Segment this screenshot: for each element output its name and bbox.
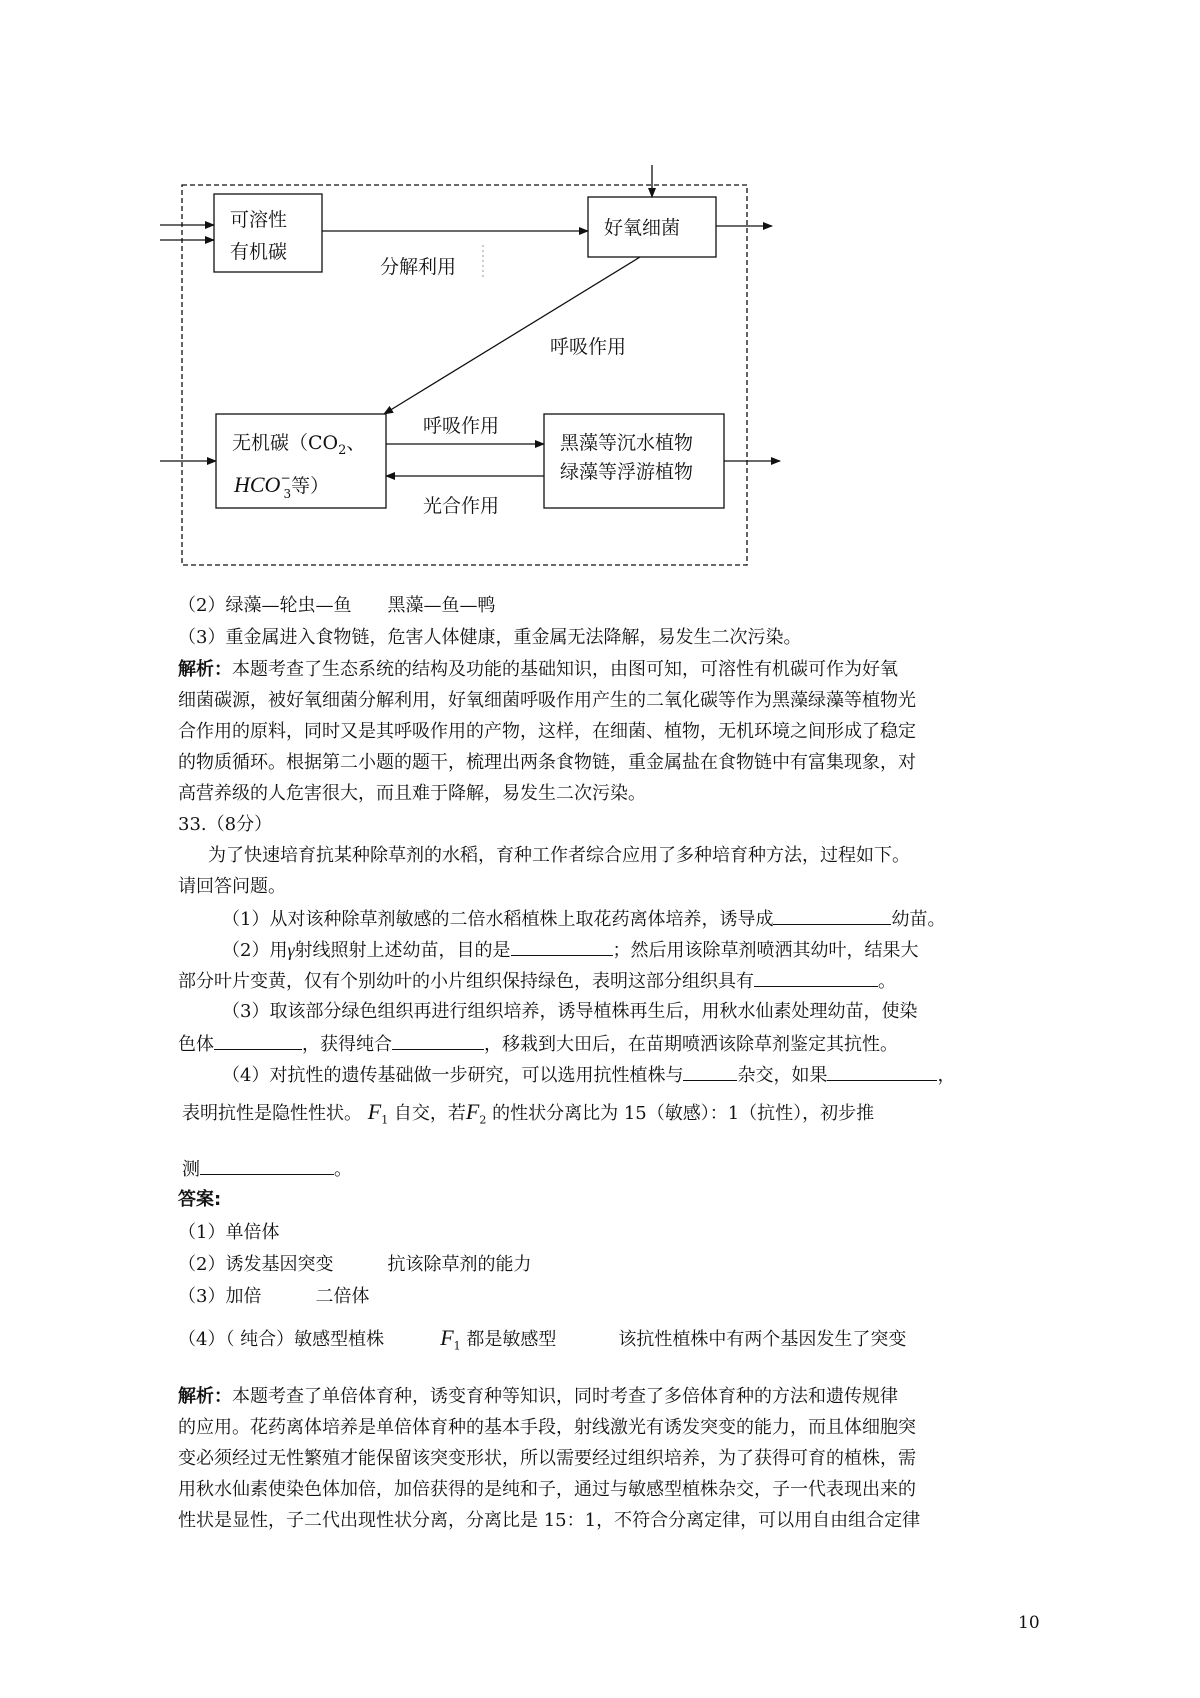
answers33-2: （2）诱发基因突变 抗该除草剂的能力 bbox=[178, 1254, 532, 1275]
analysis1-label: 解析： bbox=[178, 659, 232, 680]
analysis1-line-4: 的物质循环。根据第二小题的题干，梳理出两条食物链，重金属盐在食物链中有富集现象，对 bbox=[178, 752, 916, 773]
blank-1[interactable] bbox=[773, 906, 891, 925]
q33-header: 33.（8分） bbox=[178, 814, 273, 835]
answers33-3: （3）加倍 二倍体 bbox=[178, 1286, 370, 1307]
box-bacteria-label: 好氧细菌 bbox=[604, 217, 681, 239]
q33-part-1: （1）从对该种除草剂敏感的二倍水稻植株上取花药离体培养，诱导成 幼苗。 bbox=[222, 906, 945, 932]
q33-part-4: （4）对抗性的遗传基础做一步研究，可以选用抗性植株与 杂交，如果 ， bbox=[222, 1062, 955, 1088]
q33-part-3: （3）取该部分绿色组织再进行组织培养，诱导植株再生后，用秋水仙素处理幼苗，使染 bbox=[222, 1001, 918, 1022]
carbon-cycle-diagram bbox=[0, 0, 1200, 600]
box-plants-label-1: 黑藻等沉水植物 bbox=[560, 432, 694, 454]
blank-5[interactable] bbox=[392, 1031, 484, 1050]
analysis2-line-3: 变必须经过无性繁殖才能保留该突变形状，所以需要经过组织培养，为了获得可育的植株，需 bbox=[178, 1448, 916, 1469]
page-number: 10 bbox=[1018, 1613, 1040, 1633]
analysis2-line-2: 的应用。花药离体培养是单倍体育种的基本手段，射线激光有诱发突变的能力，而且体细胞突 bbox=[178, 1417, 916, 1438]
label-respiration-diagonal: 呼吸作用 bbox=[550, 336, 627, 358]
answer-prev-3: （3）重金属进入食物链，危害人体健康，重金属无法降解，易发生二次污染。 bbox=[178, 627, 802, 648]
label-decompose: 分解利用 bbox=[380, 256, 457, 278]
box-inorganic-label-2: HCO− 3等） bbox=[234, 471, 330, 501]
analysis2-line-1: 解析：本题考查了单倍体育种，诱变育种等知识，同时考查了多倍体育种的方法和遗传规律 bbox=[178, 1386, 898, 1407]
q33-part-2: （2）用γ射线照射上述幼苗，目的是 ；然后用该除草剂喷洒其幼叶，结果大 bbox=[222, 937, 919, 963]
blank-6[interactable] bbox=[683, 1062, 737, 1081]
analysis1-line-2: 细菌碳源，被好氧细菌分解利用，好氧细菌呼吸作用产生的二氧化碳等作为黑藻绿藻等植物光 bbox=[178, 690, 916, 711]
answer-prev-2: （2）绿藻—轮虫—鱼 黑藻—鱼—鸭 bbox=[178, 595, 496, 616]
answers33-1: （1）单倍体 bbox=[178, 1222, 280, 1243]
box-inorganic-label-1: 无机碳（$CO_2$、 bbox=[232, 432, 366, 458]
q33-part-2b: 部分叶片变黄，仅有个别幼叶的小片组织保持绿色，表明这部分组织具有 。 bbox=[178, 968, 896, 994]
analysis1-line-3: 合作用的原料，同时又是其呼吸作用的产物，这样，在细菌、植物，无机环境之间形成了稳定 bbox=[178, 721, 916, 742]
analysis2-label: 解析： bbox=[178, 1386, 232, 1407]
analysis1-line-1: 解析：本题考查了生态系统的结构及功能的基础知识，由图可知，可溶性有机碳可作为好氧 bbox=[178, 659, 898, 680]
q33-part-4c: 测 。 bbox=[182, 1156, 352, 1182]
answers33-4: （4）（ 纯合）敏感型植株 $F_1$ 都是敏感型 该抗性植株中有两个基因发生了突变 bbox=[178, 1325, 907, 1353]
blank-3[interactable] bbox=[754, 968, 878, 987]
blank-8[interactable] bbox=[200, 1156, 334, 1175]
answers33-label: 答案: bbox=[178, 1189, 222, 1210]
q33-part-3b: 色体 ，获得纯合 ，移栽到大田后，在苗期喷洒该除草剂鉴定其抗性。 bbox=[178, 1031, 898, 1057]
q33-intro-1: 为了快速培育抗某种除草剂的水稻，育种工作者综合应用了多种培育种方法，过程如下。 bbox=[208, 845, 910, 866]
box-organic-label-1: 可溶性 bbox=[230, 209, 288, 231]
analysis2-line-5: 性状是显性，子二代出现性状分离，分离比是 15：1，不符合分离定律，可以用自由组合定律 bbox=[178, 1510, 921, 1531]
q33-intro-2: 请回答问题。 bbox=[178, 876, 286, 897]
blank-7[interactable] bbox=[827, 1062, 937, 1081]
analysis2-line-4: 用秋水仙素使染色体加倍，加倍获得的是纯和子，通过与敏感型植株杂交，子一代表现出来的 bbox=[178, 1479, 916, 1500]
analysis1-line-5: 高营养级的人危害很大，而且难于降解，易发生二次污染。 bbox=[178, 783, 646, 804]
box-plants-label-2: 绿藻等浮游植物 bbox=[560, 461, 694, 483]
label-photosynthesis: 光合作用 bbox=[423, 495, 500, 517]
blank-4[interactable] bbox=[214, 1031, 302, 1050]
blank-2[interactable] bbox=[511, 937, 613, 956]
box-organic-label-2: 有机碳 bbox=[230, 241, 288, 263]
q33-part-4b: 表明抗性是隐性性状。 $F_1$ 自交，若$F_2$ 的性状分离比为 15（敏感）：1（抗性），初步推 bbox=[182, 1099, 875, 1127]
label-respiration: 呼吸作用 bbox=[423, 415, 500, 437]
